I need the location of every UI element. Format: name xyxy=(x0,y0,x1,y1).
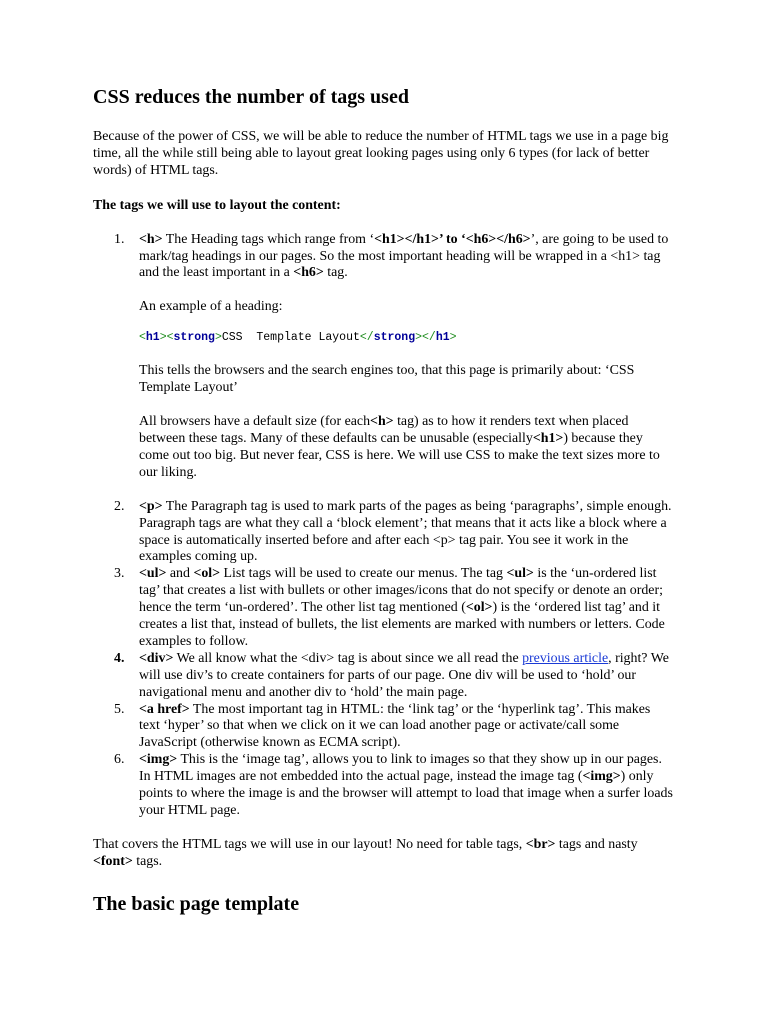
text-span: That covers the HTML tags we will use in our layout! No need for table tags, xyxy=(93,836,526,852)
code-tag: strong xyxy=(173,331,215,345)
text-span: All browsers have a default size (for each xyxy=(139,414,371,430)
tag-name: <h1></h1> xyxy=(374,231,439,247)
text-span: ) only points to where the image is and the browser will attempt to load that image when a surfer loads your HTML page. xyxy=(139,769,673,818)
code-punct: > xyxy=(159,331,167,345)
intro-paragraph: Because of the power of CSS, we will be able to reduce the number of HTML tags we use in a page big time, all the while still being able to layout great looking pages using only 6 types (for lack of better words) of HTML tags. xyxy=(93,129,669,178)
code-punct: </ xyxy=(422,331,436,345)
list-number: 6. xyxy=(114,752,125,768)
code-punct: > xyxy=(214,331,222,345)
code-content: CSS Template Layout xyxy=(221,331,360,345)
code-tag: h1 xyxy=(435,331,450,345)
text-span: is the ‘un-ordered list tag’ that creates a list with bullets or other images/icons that do not specify or denote an order; hence the term ‘un-ordered’. The other list tag mentioned ( xyxy=(139,566,663,616)
tag-name: <ul> xyxy=(139,566,167,582)
item-text xyxy=(139,499,673,567)
text-span: We all know what the <div> tag is about since we all read the xyxy=(173,650,523,666)
tag-name: <font> xyxy=(93,853,133,869)
tag-name: <h> xyxy=(139,231,163,247)
tag-name: <h1> xyxy=(532,430,564,446)
text-span: tags. xyxy=(132,853,163,869)
text-span: The Heading tags which range from ‘ xyxy=(162,231,375,247)
item-text xyxy=(139,232,673,283)
text-span: List tags will be used to create our menus. The tag xyxy=(220,566,507,582)
text-span: tags and nasty xyxy=(555,836,638,852)
text-span: tag) as to how it renders text when placed between these tags. Many of these defaults can be unusable (especially xyxy=(139,414,629,446)
explanation-paragraph: This tells the browsers and the search engines too, that this page is primarily about: ‘CSS Template Layout’ xyxy=(139,363,635,396)
page-title: CSS reduces the number of tags used xyxy=(93,86,409,108)
list-number: 5. xyxy=(114,701,125,717)
list-item-paragraph-tag xyxy=(93,499,673,567)
text-span: ) is the ‘ordered list tag’ and it creates a list that, instead of bullets, the list elements are marked with numbers or letters. Code examples to follow. xyxy=(139,600,665,649)
list-number: 1. xyxy=(114,231,125,247)
item-text xyxy=(139,651,673,702)
text-span: tag. xyxy=(323,265,348,281)
text-span: ’, are going to be used to mark/tag headings in our pages. So the most important heading will be wrapped in a <h1> tag and the least important in a xyxy=(139,231,669,281)
text-span: The Paragraph tag is used to mark parts of the pages as being ‘paragraphs’, simple enough. Paragraph tags are what they call a ‘block element’; that means that it acts like a block where a space is automatically inserted before and after each <p> tag pair. You see it work in the examples coming up. xyxy=(139,498,672,565)
text-span: , right? We will use div’s to create containers for parts of our page. One div will be used to ‘hold’ our navigational menu and another div to ‘hold’ the main page. xyxy=(139,650,669,700)
item-text xyxy=(139,752,673,820)
document-body xyxy=(93,85,673,916)
tags-lead-heading: The tags we will use to layout the content: xyxy=(93,197,341,213)
code-example xyxy=(139,329,673,346)
tag-name: <ol> xyxy=(193,566,221,582)
text-span: This is the ‘image tag’, allows you to link to images so that they show up in our pages. In HTML images are not embedded into the actual page, instead the image tag ( xyxy=(139,752,662,785)
tag-name: <img> xyxy=(582,769,621,785)
list-number: 4. xyxy=(114,650,125,666)
code-punct: < xyxy=(166,331,174,345)
tag-name: <h> xyxy=(370,414,394,430)
code-tag: strong xyxy=(373,331,416,345)
list-number: 2. xyxy=(114,498,125,514)
item-text xyxy=(139,566,673,651)
tag-name: <p> xyxy=(139,498,163,514)
text-span: ) because they come out too big. But never fear, CSS is here. We will use CSS to make the text sizes more to our liking. xyxy=(139,430,660,480)
code-tag: h1 xyxy=(145,331,160,345)
list-item-heading-tags xyxy=(93,232,673,482)
code-punct: > xyxy=(415,331,423,345)
tag-name: <a href> xyxy=(139,701,190,717)
text-span: The most important tag in HTML: the ‘link tag’ or the ‘hyperlink tag’. This makes text ‘hyper’ so that when we click on it we can load another page or activate/call some JavaScript (otherwise known as ECMA script). xyxy=(139,701,651,751)
tag-name: <h6> xyxy=(293,265,324,281)
tag-name: <ul> xyxy=(506,566,534,582)
text-span: and xyxy=(166,566,194,582)
tag-name: <ol> xyxy=(465,600,493,616)
section-heading: The basic page template xyxy=(93,892,300,915)
list-item-link-tag xyxy=(93,702,673,753)
tag-name: <div> xyxy=(139,650,174,666)
tags-list xyxy=(93,232,673,820)
code-punct: > xyxy=(449,331,457,345)
tag-name: <br> xyxy=(525,836,556,852)
code-punct: < xyxy=(139,331,146,345)
list-item-list-tags xyxy=(93,566,673,651)
list-item-div-tag xyxy=(93,651,673,702)
tag-name: <img> xyxy=(139,752,178,768)
item-text xyxy=(139,702,673,753)
previous-article-link[interactable]: previous article xyxy=(522,650,609,666)
text-span: ’ to ‘ xyxy=(438,231,466,247)
code-punct: </ xyxy=(359,331,374,345)
list-number: 3. xyxy=(114,566,125,582)
browser-defaults-paragraph xyxy=(139,414,673,482)
list-item-image-tag xyxy=(93,752,673,820)
example-label: An example of a heading: xyxy=(139,299,283,315)
tag-name: <h6></h6> xyxy=(465,231,531,247)
closing-paragraph xyxy=(93,837,673,871)
